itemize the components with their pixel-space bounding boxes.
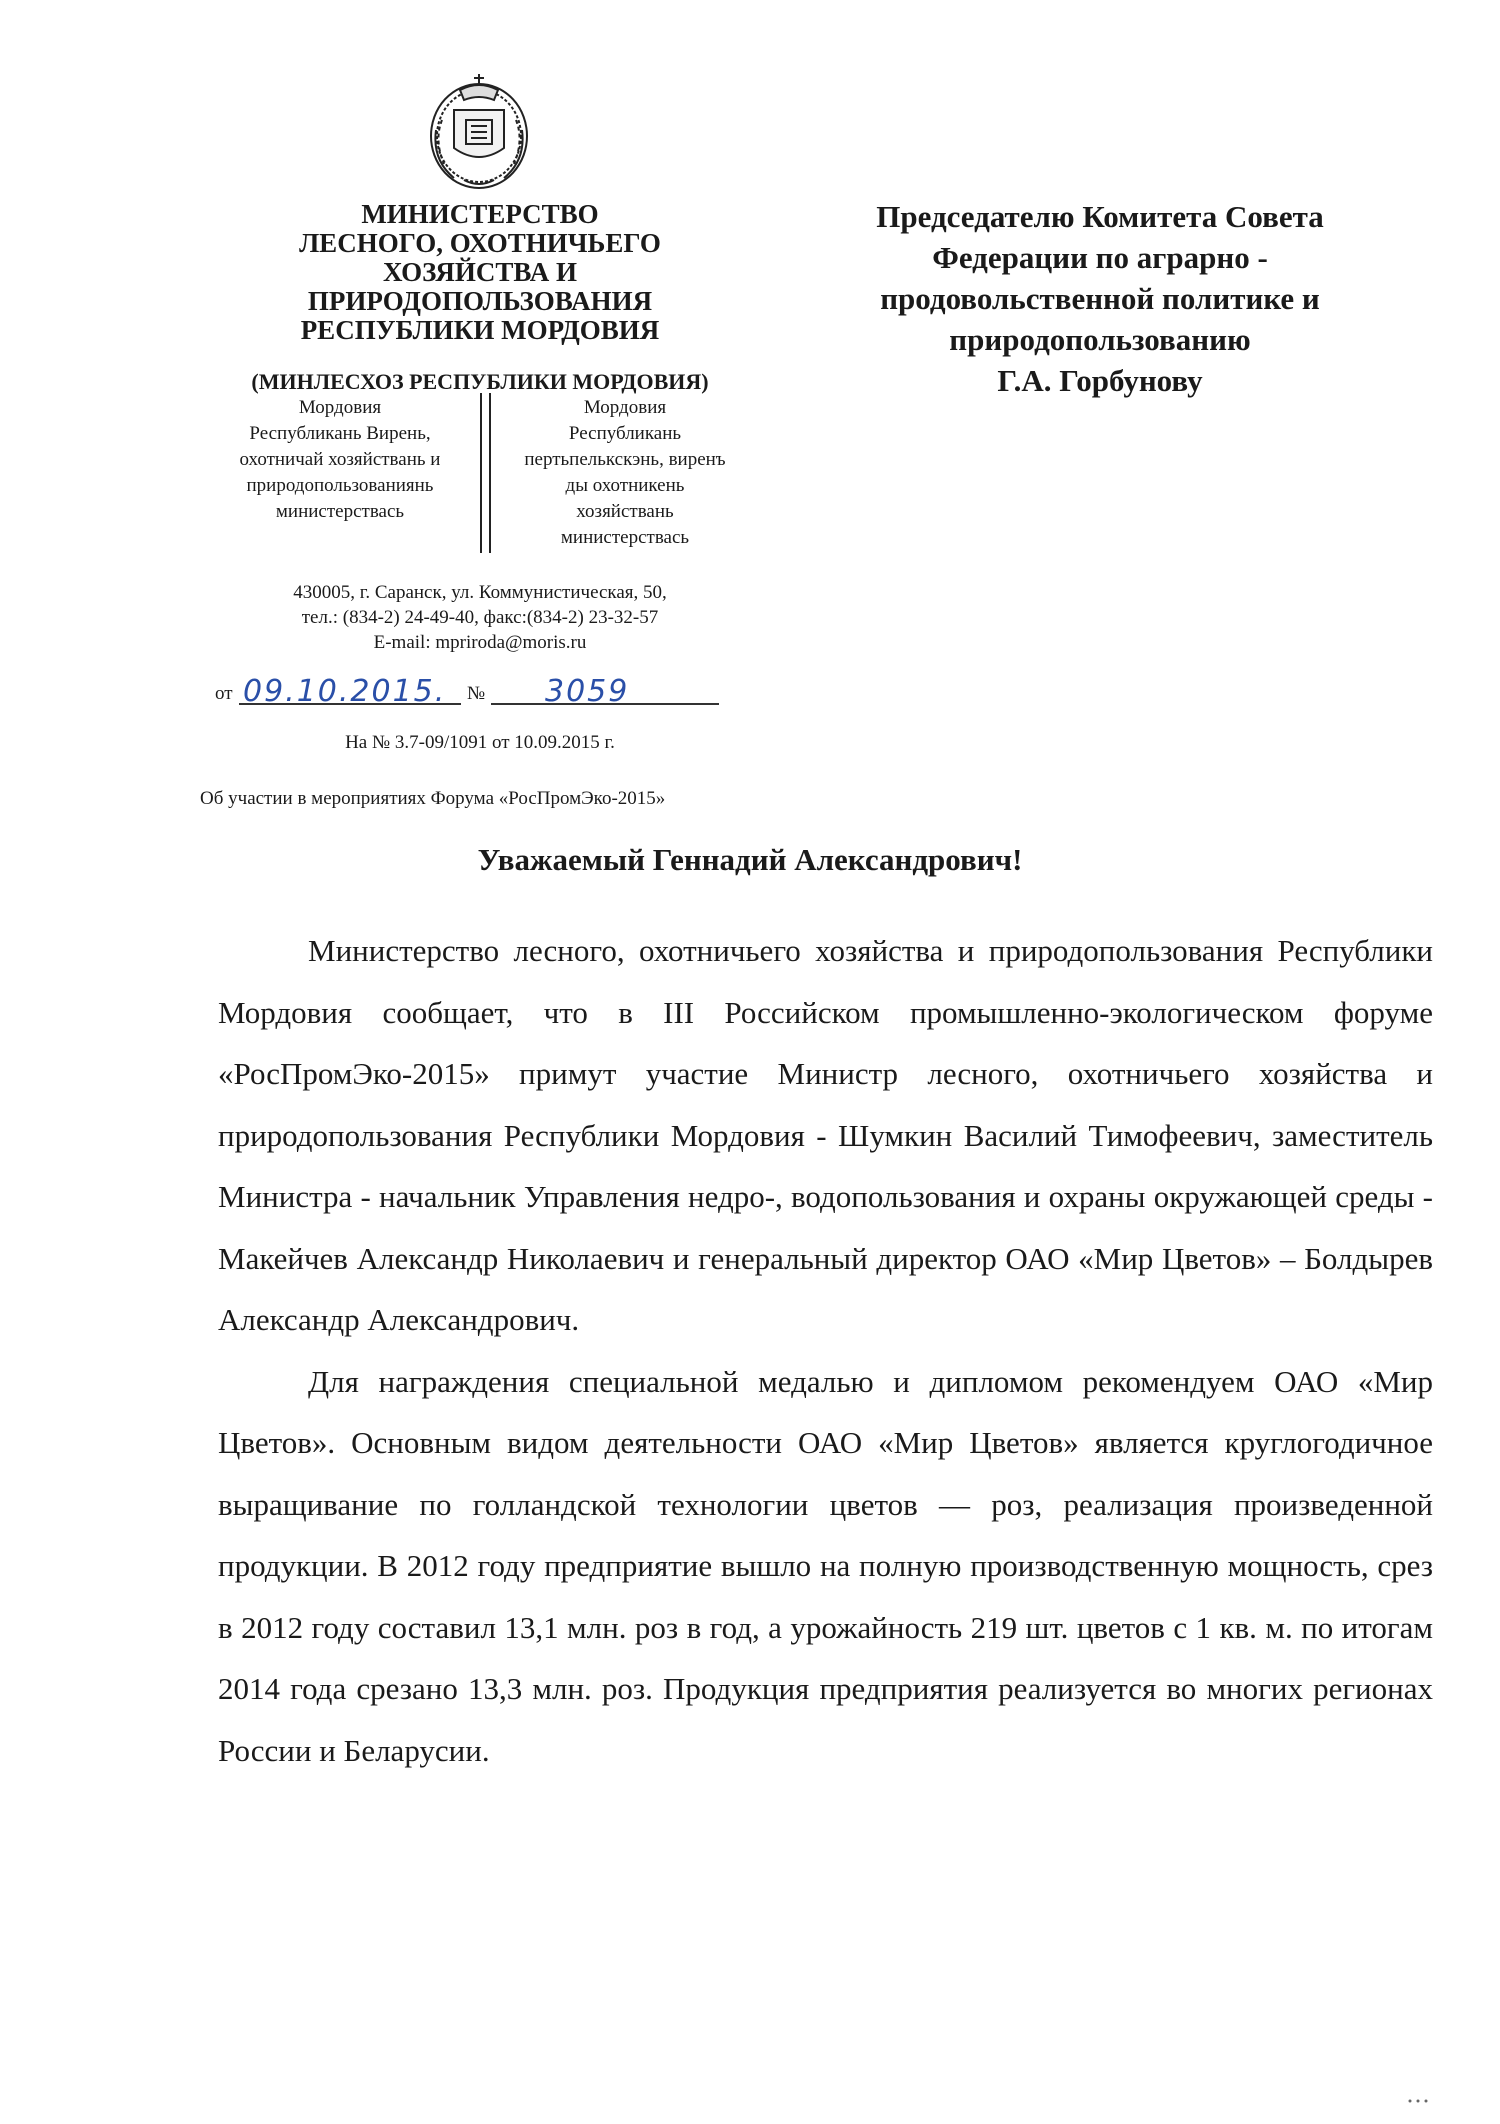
handwritten-date: 09.10.2015. xyxy=(243,674,447,709)
addressee-line: Федерации по аграрно - xyxy=(932,240,1268,275)
letter-subject: Об участии в мероприятиях Форума «РосПромЭко-2015» xyxy=(200,788,666,809)
moksha-name-line: охотничай хозяйствань и xyxy=(239,449,441,470)
addressee-block xyxy=(820,196,1380,401)
registration-line xyxy=(215,674,735,723)
number-label: № xyxy=(467,683,486,704)
erzya-name-line: пертьпелькскэнь, виренъ xyxy=(524,449,726,470)
address-line: E-mail: mpriroda@moris.ru xyxy=(373,632,587,653)
ministry-title-line: ХОЗЯЙСТВА И xyxy=(383,257,577,287)
ministry-title-line: РЕСПУБЛИКИ МОРДОВИЯ xyxy=(300,315,660,345)
header-divider xyxy=(480,393,491,553)
moksha-name-line: Мордовия xyxy=(298,397,382,418)
erzya-name-line: Мордовия xyxy=(583,397,667,418)
address-line: 430005, г. Саранск, ул. Коммунистическая, 50, xyxy=(293,582,667,603)
moksha-name-line: Республикань Вирень, xyxy=(249,423,431,444)
date-label: от xyxy=(215,683,233,704)
moksha-name-line: природопользованиянь xyxy=(246,475,434,496)
ministry-short-name: (МИНЛЕСХОЗ РЕСПУБЛИКИ МОРДОВИЯ) xyxy=(251,369,709,394)
coat-of-arms-emblem xyxy=(424,70,534,194)
salutation: Уважаемый Геннадий Александрович! xyxy=(477,842,1023,877)
handwritten-number: 3059 xyxy=(545,674,630,709)
ministry-address xyxy=(205,580,755,655)
addressee-line: продовольственной политике и xyxy=(880,281,1320,316)
ministry-title-line: ПРИРОДОПОЛЬЗОВАНИЯ xyxy=(307,286,653,316)
reference-number: На № 3.7-09/1091 от 10.09.2015 г. xyxy=(345,732,615,753)
addressee-line: природопользованию xyxy=(949,322,1251,357)
addressee-line: Г.А. Горбунову xyxy=(997,363,1203,398)
erzya-name-line: министерствась xyxy=(560,527,690,548)
body-paragraph: Министерство лесного, охотничьего хозяйства и природопользования Республики Мордовия сообщает, что в III Российском промышленно-экологическом форуме «РосПромЭко-2015» примут участие Министр лесного, охотничьего хозяйства и природопользования Республики Мордовия - Шумкин Василий Тимофеевич, заместитель Министра - начальник Управления недро-, водопользования и охраны окружающей среды - Макейчев Александр Николаевич и генеральный директор ОАО «Мир Цветов» – Болдырев Александр Александрович. xyxy=(218,933,1433,1337)
body-paragraph: Для награждения специальной медалью и дипломом рекомендуем ОАО «Мир Цветов». Основным видом деятельности ОАО «Мир Цветов» является круглогодичное выращивание по голландской технологии цветов — роз, реализация произведенной продукции. В 2012 году предприятие вышло на полную производственную мощность, срез в 2012 году составил 13,1 млн. роз в год, а урожайность 219 шт. цветов с 1 кв. м. по итогам 2014 года срезано 13,3 млн. роз. Продукция предприятия реализуется во многих регионах России и Беларусии. xyxy=(218,1363,1433,1768)
erzya-name-line: ды охотникень xyxy=(565,475,685,496)
scan-mark xyxy=(1404,2094,1434,2102)
erzya-name-block xyxy=(500,395,750,551)
ministry-title-line: МИНИСТЕРСТВО xyxy=(361,199,599,229)
letter-body xyxy=(218,920,1433,1781)
ministry-title xyxy=(215,200,745,345)
moksha-name-line: министерствась xyxy=(275,501,405,522)
moksha-name-block xyxy=(205,395,475,525)
erzya-name-line: хозяйствань xyxy=(576,501,674,522)
addressee-line: Председателю Комитета Совета xyxy=(876,199,1324,234)
ministry-title-line: ЛЕСНОГО, ОХОТНИЧЬЕГО xyxy=(299,228,661,258)
address-line: тел.: (834-2) 24-49-40, факс:(834-2) 23-32-57 xyxy=(301,607,659,628)
scan-dots-icon xyxy=(1404,2097,1434,2105)
erzya-name-line: Республикань xyxy=(568,423,682,444)
